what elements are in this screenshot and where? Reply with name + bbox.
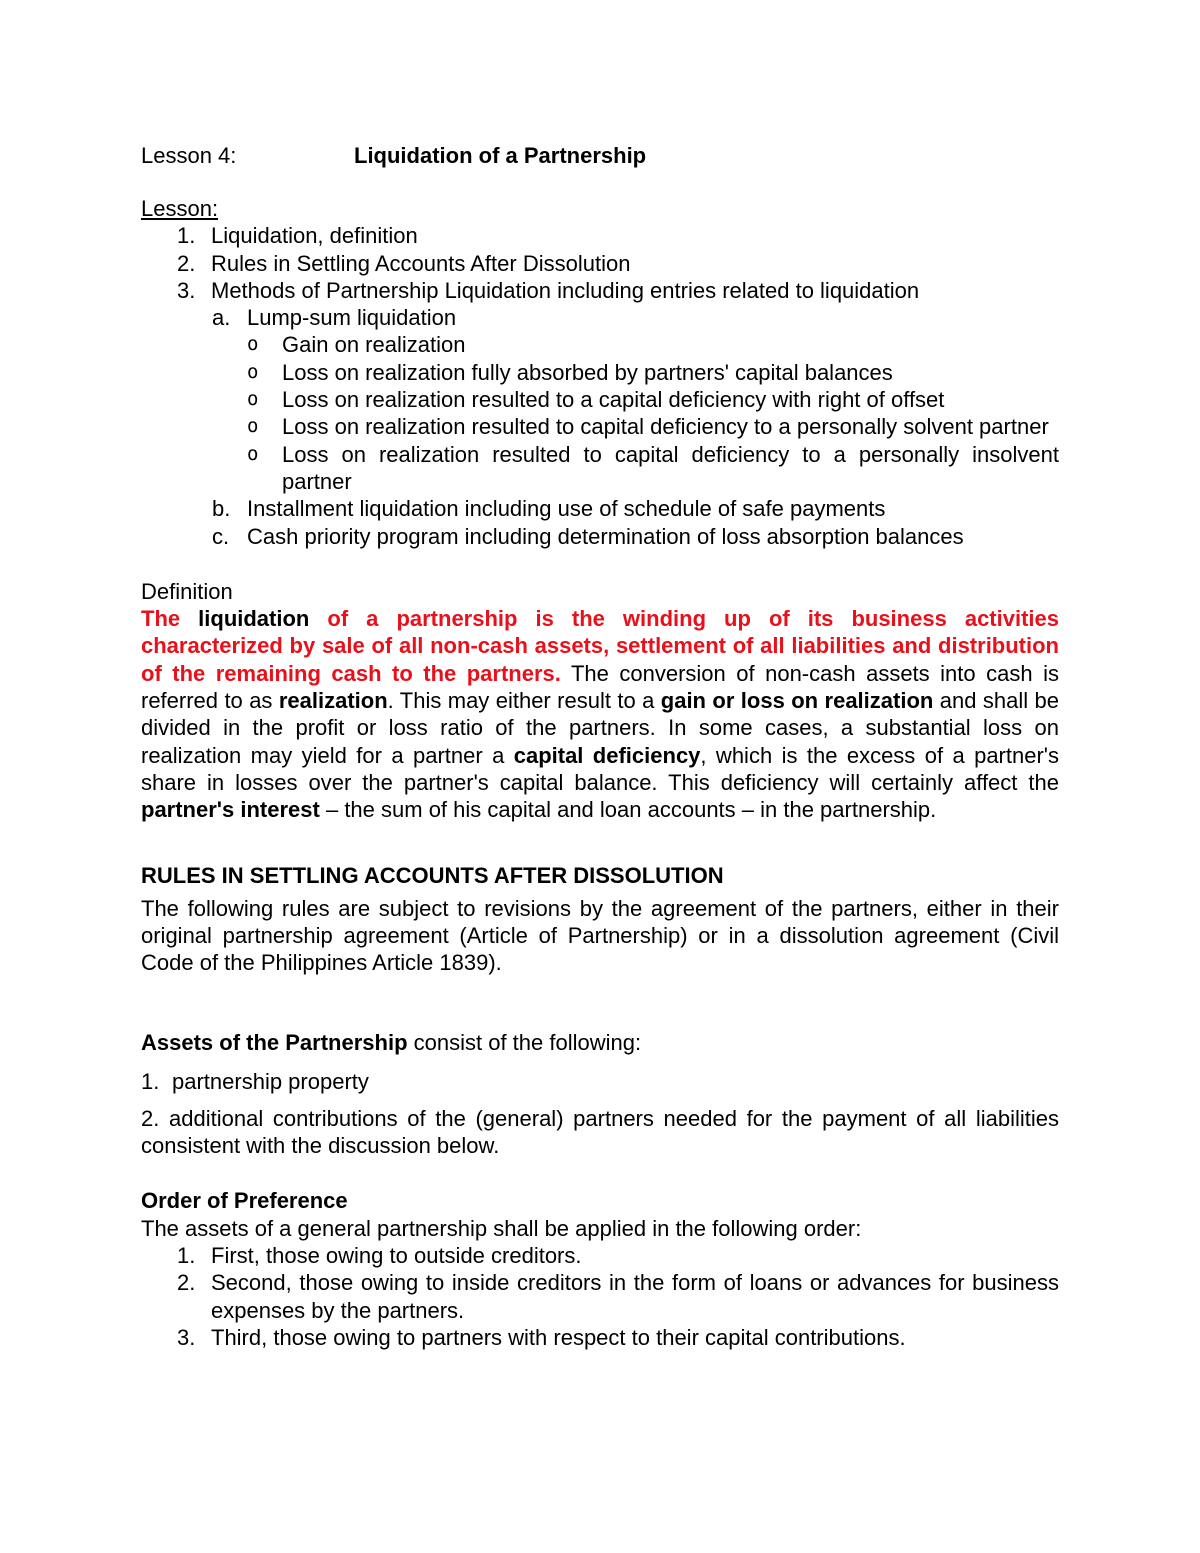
method-item: a. Lump-sum liquidation xyxy=(212,305,457,331)
lesson-header xyxy=(141,142,1059,170)
preference-item: 3. Third, those owing to partners with respect to their capital contributions. xyxy=(177,1324,906,1350)
assets-intro: Assets of the Partnership consist of the following: xyxy=(141,1030,642,1056)
lump-sum-item: o Gain on realization xyxy=(247,332,466,358)
assets-item: 2. additional contributions of the (general) partners needed for the payment of all liabilities consistent with the discussion below. xyxy=(141,1106,1059,1159)
outline-label: Lesson: xyxy=(141,196,219,221)
lump-sum-item: o Loss on realization resulted to capital deficiency to a personally insolvent partner xyxy=(247,441,1059,494)
method-item: c. Cash priority program including determination of loss absorption balances xyxy=(212,523,964,549)
document-page xyxy=(141,142,1059,1351)
preference-heading: Order of Preference xyxy=(141,1187,348,1213)
preference-intro: The assets of a general partnership shall be applied in the following order: xyxy=(141,1215,862,1241)
lump-sum-item: o Loss on realization fully absorbed by partners' capital balances xyxy=(247,359,893,385)
assets-item: 1. partnership property xyxy=(141,1068,369,1094)
outline-item: 3. Methods of Partnership Liquidation including entries related to liquidation xyxy=(177,277,920,303)
lump-sum-item: o Loss on realization resulted to a capital deficiency with right of offset xyxy=(247,387,945,413)
bullet-icon: o xyxy=(247,442,259,465)
bullet-icon: o xyxy=(247,360,259,383)
outline-item: 2. Rules in Settling Accounts After Dissolution xyxy=(177,250,631,276)
rules-paragraph: The following rules are subject to revisions by the agreement of the partners, either in their original partnership agreement (Article of Partnership) or in a dissolution agreement (Civil Code of the Philippines Article 1839). xyxy=(141,895,1059,976)
lesson-title: Liquidation of a Partnership xyxy=(354,143,647,168)
outline-item: 1. Liquidation, definition xyxy=(177,223,418,249)
definition-paragraph: The liquidation of a partnership is the winding up of its business activities characterized by sale of all non-cash assets, settlement of all liabilities and distribution of the remaining cash to the partners. The conversion of non-cash assets into cash is referred to as realization. This may either result to a gain or loss on realization and shall be divided in the profit or loss ratio of the partners. In some cases, a substantial loss on realization may yield for a partner a capital deficiency, which is the excess of a partner's share in losses over the partner's capital balance. This deficiency will certainly affect the partner's interest – the sum of his capital and loan accounts – in the partnership. xyxy=(141,606,1060,823)
bullet-icon: o xyxy=(247,415,259,438)
lump-sum-item: o Loss on realization resulted to capital deficiency to a personally solvent partner xyxy=(247,414,1049,440)
bullet-icon: o xyxy=(247,388,259,411)
definition-heading: Definition xyxy=(141,578,233,604)
preference-item: 1. First, those owing to outside creditors. xyxy=(177,1242,582,1268)
bullet-icon: o xyxy=(247,333,259,356)
method-item: b. Installment liquidation including use of schedule of safe payments xyxy=(212,496,886,522)
preference-item: 2. Second, those owing to inside creditors in the form of loans or advances for business expenses by the partners. xyxy=(177,1270,1059,1323)
lesson-number: Lesson 4: xyxy=(141,143,237,168)
rules-heading: RULES IN SETTLING ACCOUNTS AFTER DISSOLUTION xyxy=(141,862,724,888)
